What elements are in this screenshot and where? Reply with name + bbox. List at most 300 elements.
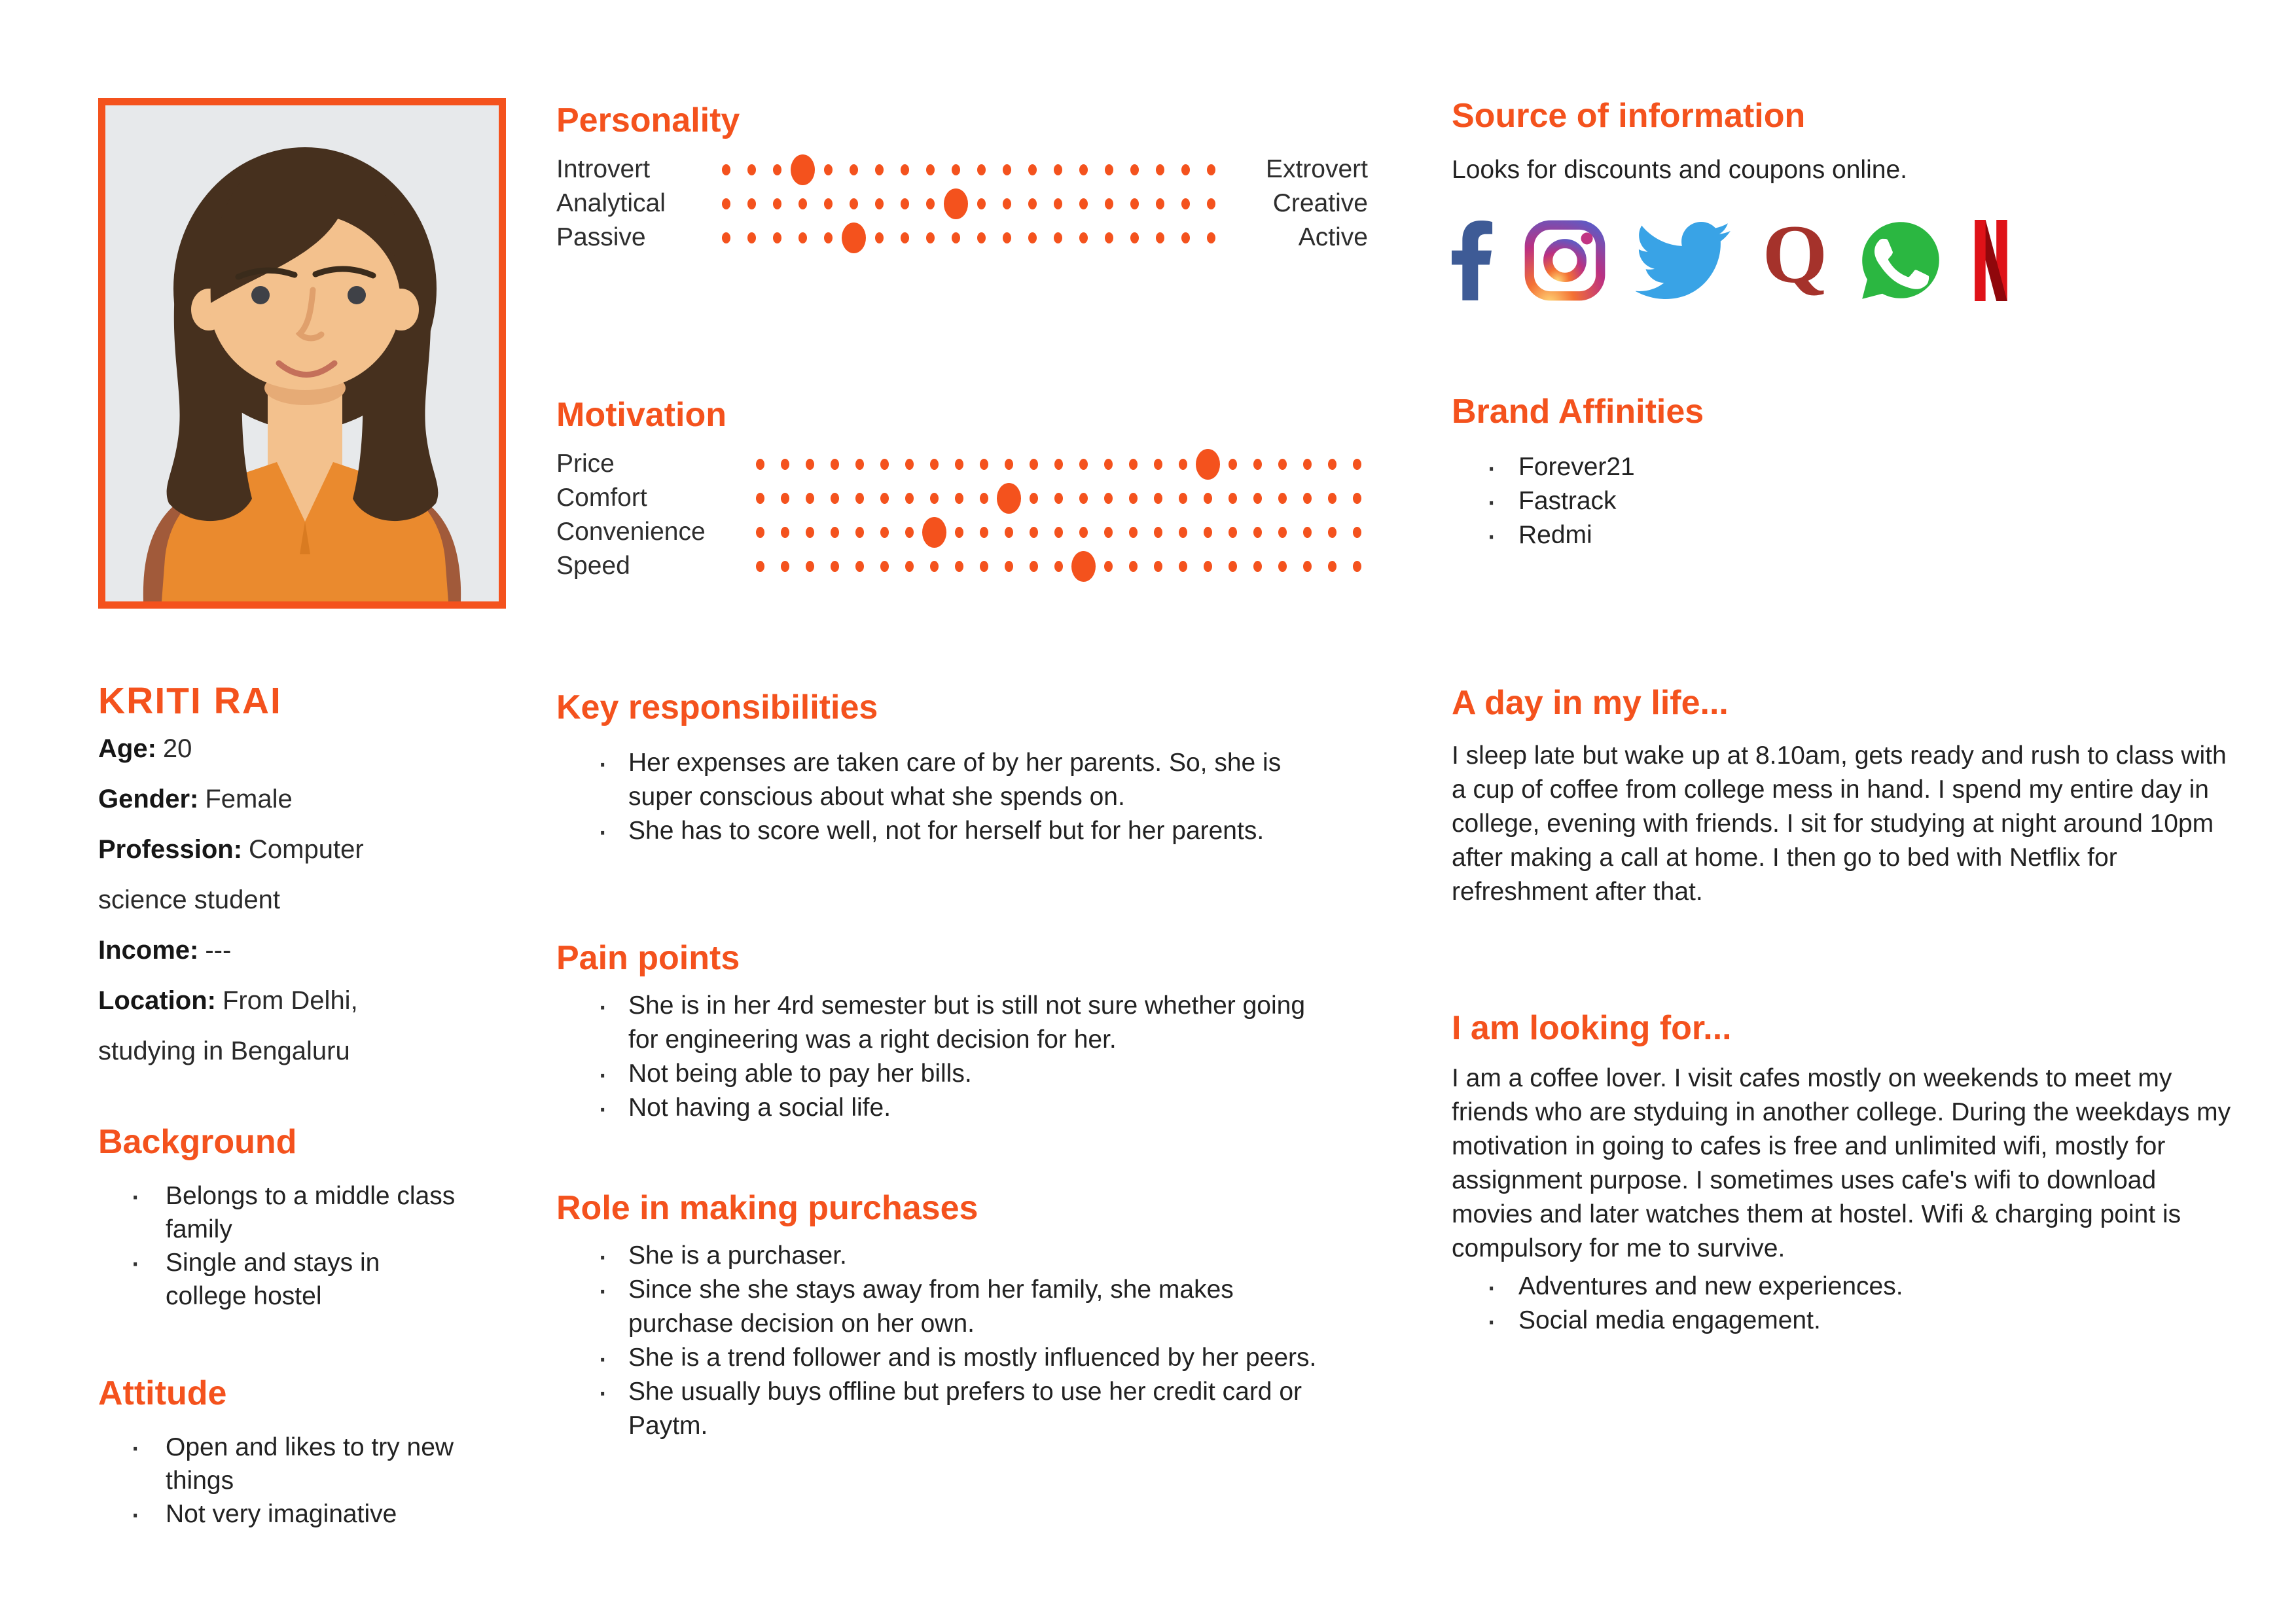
scale-slot <box>1046 515 1071 549</box>
scale-slot <box>1319 515 1344 549</box>
scale-slot <box>790 152 816 187</box>
scale-dot <box>1154 493 1162 504</box>
scale-dot <box>1229 493 1237 504</box>
scale-dot <box>1181 198 1190 209</box>
list-item-text: She is a trend follower and is mostly influenced by her peers. <box>628 1344 1317 1372</box>
scale-dot <box>880 561 889 572</box>
scale-slot <box>1071 515 1096 549</box>
instagram-icon <box>1524 220 1605 301</box>
scale-slot <box>713 152 739 187</box>
source-of-information-title: Source of information <box>1452 97 1806 135</box>
scale-slot <box>918 187 943 221</box>
persona-name: KRITI RAI <box>98 680 282 722</box>
scale-slot <box>847 549 872 583</box>
field-value: --- <box>205 936 232 965</box>
scale-slot <box>1121 549 1145 583</box>
scale-slot <box>1020 187 1045 221</box>
list-item <box>556 814 1322 848</box>
scale-slot <box>797 515 822 549</box>
list-item-text: She is a purchaser. <box>628 1241 847 1270</box>
scale-dot <box>1204 527 1212 538</box>
scale-slot <box>946 481 971 515</box>
scale-dot <box>977 198 986 209</box>
facebook-icon <box>1452 221 1494 300</box>
scale-slot <box>943 187 969 221</box>
scale-slot <box>841 187 867 221</box>
scale-slot <box>1270 549 1295 583</box>
list-item-text: Not very imaginative <box>166 1500 397 1529</box>
scale-dot <box>1104 493 1113 504</box>
scale-dot <box>1079 164 1088 175</box>
list-item-text: Since she she stays away from her family, she makes purchase decision on her own. <box>628 1275 1234 1338</box>
list-item <box>556 1375 1322 1443</box>
scale-dot <box>1079 198 1088 209</box>
whatsapp-icon <box>1859 219 1942 302</box>
quora-icon <box>1761 218 1829 303</box>
scale-dot <box>756 527 764 538</box>
scale-label: Speed <box>556 552 630 580</box>
scale-dot <box>926 198 935 209</box>
scale-slot <box>1245 515 1270 549</box>
list-item <box>556 1273 1322 1341</box>
scale-slot <box>867 187 892 221</box>
scale-dot <box>1104 561 1113 572</box>
scale-slot <box>797 549 822 583</box>
scale-dot <box>1005 459 1013 470</box>
scale-dot <box>1079 232 1088 243</box>
scale-dot <box>1054 164 1062 175</box>
scale-dot <box>952 164 960 175</box>
list-item-text: Open and likes to try new things <box>166 1433 454 1495</box>
scale-dot-selected <box>791 154 815 185</box>
scale-dot <box>1207 164 1215 175</box>
scale-slot <box>1122 221 1147 255</box>
scale-dot <box>1105 164 1113 175</box>
demographic-field <box>98 774 429 825</box>
dot-scale <box>747 481 1369 515</box>
scale-dot <box>1130 232 1139 243</box>
scale-slot <box>1198 152 1224 187</box>
list-item-text: Not having a social life. <box>628 1094 891 1122</box>
scale-slot <box>996 549 1021 583</box>
scale-dot <box>1229 561 1237 572</box>
svg-text:Q: Q <box>1762 217 1828 300</box>
personality-row <box>556 152 1368 187</box>
motivation-title: Motivation <box>556 396 726 434</box>
scale-slot <box>971 549 996 583</box>
scale-dot <box>1028 164 1037 175</box>
scale-slot <box>1096 447 1121 481</box>
scale-slot <box>1147 187 1173 221</box>
scale-slot <box>969 187 994 221</box>
scale-dot <box>747 232 756 243</box>
scale-dot <box>1030 493 1038 504</box>
scale-slot <box>822 515 847 549</box>
scale-slot <box>1122 152 1147 187</box>
dot-scale <box>747 549 1369 583</box>
scale-slot <box>1020 221 1045 255</box>
scale-dot <box>977 232 986 243</box>
scale-slot <box>1071 221 1096 255</box>
scale-slot <box>1270 515 1295 549</box>
scale-dot <box>1156 198 1164 209</box>
field-label: Income: <box>98 936 199 965</box>
motivation-row <box>556 549 1368 583</box>
list-item-text: Belongs to a middle class family <box>166 1182 456 1244</box>
list-item <box>556 746 1322 814</box>
scale-slot <box>1173 221 1198 255</box>
twitter-icon <box>1636 222 1731 299</box>
scale-slot <box>918 152 943 187</box>
scale-dot <box>806 493 814 504</box>
scale-slot <box>1295 549 1319 583</box>
scale-dot-selected <box>997 483 1021 514</box>
scale-slot <box>996 515 1021 549</box>
scale-slot <box>867 221 892 255</box>
scale-slot <box>1344 549 1369 583</box>
scale-slot <box>1295 447 1319 481</box>
scale-dot <box>1154 459 1162 470</box>
netflix-icon <box>1972 220 2010 301</box>
scale-dot <box>980 561 988 572</box>
list-item <box>98 1497 465 1531</box>
section-i-am-looking-for <box>1452 1009 2237 1338</box>
background-list <box>98 1179 465 1313</box>
scale-slot <box>841 152 867 187</box>
scale-dot <box>1207 198 1215 209</box>
scale-slot <box>822 549 847 583</box>
section-pain-points <box>556 939 1368 1125</box>
scale-dot <box>1054 198 1062 209</box>
scale-slot <box>790 221 816 255</box>
scale-slot <box>922 549 946 583</box>
scale-dot <box>1130 198 1139 209</box>
scale-slot <box>816 221 841 255</box>
scale-slot <box>1245 447 1270 481</box>
scale-slot <box>1319 549 1344 583</box>
scale-dot <box>798 198 807 209</box>
scale-slot <box>739 152 764 187</box>
scale-dot <box>1129 493 1138 504</box>
scale-slot <box>996 481 1021 515</box>
list-item <box>556 1057 1322 1091</box>
scale-dot <box>1353 493 1361 504</box>
scale-dot <box>1079 527 1088 538</box>
scale-slot <box>1045 187 1071 221</box>
scale-dot <box>1204 493 1212 504</box>
scale-slot <box>1071 481 1096 515</box>
scale-dot <box>824 198 833 209</box>
field-value: Computer science student <box>98 835 364 914</box>
scale-slot <box>1195 447 1220 481</box>
dot-scale <box>713 187 1224 221</box>
scale-label: Comfort <box>556 484 647 512</box>
i-am-looking-for-list <box>1452 1270 2237 1338</box>
scale-slot <box>747 447 772 481</box>
scale-dot <box>1328 527 1336 538</box>
brand-affinities-title: Brand Affinities <box>1452 393 1704 431</box>
scale-dot <box>926 232 935 243</box>
scale-dot <box>831 561 839 572</box>
scale-dot <box>1104 527 1113 538</box>
scale-slot <box>1220 515 1245 549</box>
section-day-in-my-life <box>1452 684 2237 909</box>
list-item-text: Redmi <box>1518 521 1592 550</box>
scale-slot <box>847 447 872 481</box>
field-label: Gender: <box>98 785 199 813</box>
scale-dot <box>1054 561 1063 572</box>
scale-slot <box>1145 515 1170 549</box>
scale-slot <box>1096 152 1122 187</box>
scale-label: Convenience <box>556 518 706 546</box>
scale-dot <box>1156 164 1164 175</box>
scale-dot <box>901 198 909 209</box>
attitude-list <box>98 1431 465 1531</box>
scale-slot <box>897 447 922 481</box>
scale-dot-selected <box>842 223 866 253</box>
scale-dot <box>756 459 764 470</box>
scale-slot <box>1121 447 1145 481</box>
scale-dot <box>1207 232 1215 243</box>
scale-dot-selected <box>922 517 946 548</box>
scale-dot <box>806 561 814 572</box>
list-item <box>98 1246 465 1313</box>
i-am-looking-for-title: I am looking for... <box>1452 1009 1732 1047</box>
scale-slot <box>772 481 797 515</box>
scale-dot <box>880 527 889 538</box>
scale-slot <box>1147 221 1173 255</box>
scale-slot <box>797 447 822 481</box>
scale-slot <box>1245 549 1270 583</box>
scale-dot <box>980 527 988 538</box>
persona-photo-frame <box>98 98 506 609</box>
motivation-row <box>556 481 1368 515</box>
scale-slot <box>1046 481 1071 515</box>
scale-dot <box>1129 561 1138 572</box>
scale-dot <box>1028 232 1037 243</box>
scale-slot <box>1122 187 1147 221</box>
scale-dot <box>756 493 764 504</box>
scale-slot <box>971 481 996 515</box>
list-item <box>556 1091 1322 1125</box>
background-title: Background <box>98 1123 297 1161</box>
scale-dot <box>781 561 789 572</box>
scale-slot <box>971 515 996 549</box>
scale-slot <box>1045 152 1071 187</box>
motivation-scales <box>556 447 1368 583</box>
scale-dot <box>850 198 858 209</box>
scale-slot <box>764 152 790 187</box>
field-value: 20 <box>162 734 192 763</box>
personality-scales <box>556 152 1368 255</box>
scale-left-label: Analytical <box>556 189 666 218</box>
scale-slot <box>847 481 872 515</box>
scale-slot <box>1170 549 1195 583</box>
scale-slot <box>994 187 1020 221</box>
scale-dot <box>781 527 789 538</box>
scale-slot <box>1096 481 1121 515</box>
scale-slot <box>971 447 996 481</box>
scale-slot <box>892 152 918 187</box>
scale-dot <box>1179 493 1187 504</box>
scale-slot <box>1198 187 1224 221</box>
social-icons-row <box>1452 216 2237 304</box>
scale-slot <box>1145 481 1170 515</box>
scale-slot <box>747 481 772 515</box>
scale-slot <box>1045 221 1071 255</box>
scale-slot <box>772 549 797 583</box>
scale-slot <box>1021 447 1046 481</box>
scale-slot <box>872 481 897 515</box>
pain-points-title: Pain points <box>556 939 740 977</box>
scale-slot <box>872 447 897 481</box>
scale-dot-selected <box>1071 551 1096 582</box>
scale-slot <box>1147 152 1173 187</box>
scale-dot <box>855 459 864 470</box>
scale-slot <box>1173 152 1198 187</box>
scale-slot <box>969 152 994 187</box>
scale-dot <box>1129 527 1138 538</box>
scale-slot <box>996 447 1021 481</box>
personality-row <box>556 221 1368 255</box>
section-brand-affinities <box>1452 393 2237 552</box>
scale-slot <box>822 481 847 515</box>
scale-slot <box>1270 481 1295 515</box>
scale-slot <box>1220 549 1245 583</box>
section-background <box>98 1123 465 1313</box>
dot-scale <box>747 515 1369 549</box>
scale-dot <box>955 493 963 504</box>
scale-dot <box>880 459 889 470</box>
scale-slot <box>1220 481 1245 515</box>
scale-dot <box>756 561 764 572</box>
scale-slot <box>797 481 822 515</box>
scale-slot <box>1046 549 1071 583</box>
scale-dot-selected <box>1196 449 1220 480</box>
scale-slot <box>1145 549 1170 583</box>
personality-title: Personality <box>556 101 740 139</box>
scale-slot <box>1170 447 1195 481</box>
scale-dot <box>1054 527 1063 538</box>
scale-dot <box>1328 493 1336 504</box>
scale-dot <box>930 493 939 504</box>
list-item <box>556 989 1322 1057</box>
section-role-in-purchases <box>556 1189 1368 1443</box>
role-in-purchases-title: Role in making purchases <box>556 1189 978 1227</box>
scale-slot <box>1071 549 1096 583</box>
scale-dot <box>1303 459 1312 470</box>
scale-dot <box>1030 459 1038 470</box>
scale-dot <box>905 493 914 504</box>
scale-dot <box>1253 561 1262 572</box>
scale-slot <box>946 447 971 481</box>
demographic-field <box>98 976 429 1077</box>
scale-dot <box>781 493 789 504</box>
list-item <box>1452 1304 2237 1338</box>
scale-slot <box>1295 515 1319 549</box>
scale-slot <box>922 481 946 515</box>
i-am-looking-for-text: I am a coffee lover. I visit cafes mostly on weekends to meet my friends who are styduing in another college. During the weekdays my motivation in going to cafes is free and unlimited wifi, mostly for assignment purpose. I sometimes uses cafe's wifi to download movies and later watches them at hostel. Wifi & charging point is compulsory for me to survive. <box>1452 1064 2231 1263</box>
scale-dot <box>806 459 814 470</box>
scale-dot <box>1278 459 1287 470</box>
personality-row <box>556 187 1368 221</box>
pain-points-list <box>556 989 1322 1125</box>
day-in-my-life-title: A day in my life... <box>1452 684 1729 722</box>
scale-dot <box>1353 459 1361 470</box>
list-item-text: Single and stays in college hostel <box>166 1249 380 1311</box>
scale-slot <box>892 221 918 255</box>
scale-dot <box>955 459 963 470</box>
scale-dot <box>1328 561 1336 572</box>
dot-scale <box>713 221 1224 255</box>
scale-dot <box>773 198 781 209</box>
scale-slot <box>1319 447 1344 481</box>
persona-avatar <box>105 105 499 601</box>
scale-dot-selected <box>944 188 968 219</box>
scale-left-label: Introvert <box>556 155 651 184</box>
scale-dot <box>1181 232 1190 243</box>
list-item-text: Forever21 <box>1518 453 1635 482</box>
scale-slot <box>918 221 943 255</box>
section-motivation <box>556 396 1368 583</box>
scale-slot <box>816 187 841 221</box>
scale-slot <box>1021 481 1046 515</box>
field-label: Location: <box>98 986 216 1015</box>
scale-dot <box>1054 493 1063 504</box>
scale-dot <box>831 493 839 504</box>
scale-dot <box>781 459 789 470</box>
scale-slot <box>943 221 969 255</box>
list-item-text: Social media engagement. <box>1518 1306 1821 1335</box>
motivation-row <box>556 447 1368 481</box>
scale-slot <box>946 549 971 583</box>
list-item-text: Not being able to pay her bills. <box>628 1060 972 1088</box>
scale-dot <box>1303 493 1312 504</box>
scale-dot <box>905 459 914 470</box>
scale-dot <box>1253 527 1262 538</box>
scale-slot <box>1096 187 1122 221</box>
scale-dot <box>1253 493 1262 504</box>
scale-dot <box>1005 561 1013 572</box>
scale-label: Price <box>556 450 615 478</box>
scale-dot <box>855 493 864 504</box>
scale-slot <box>1198 221 1224 255</box>
scale-dot <box>855 527 864 538</box>
scale-slot <box>1071 187 1096 221</box>
scale-dot <box>1105 198 1113 209</box>
list-item-text: Fastrack <box>1518 487 1617 516</box>
list-item-text: She is in her 4rd semester but is still not sure whether going for engineering was a right decision for her. <box>628 991 1306 1054</box>
scale-dot <box>1229 459 1237 470</box>
scale-slot <box>772 447 797 481</box>
scale-dot <box>1154 561 1162 572</box>
scale-dot <box>1179 459 1187 470</box>
scale-slot <box>892 187 918 221</box>
day-in-my-life-text: I sleep late but wake up at 8.10am, gets ready and rush to class with a cup of coffee from college mess in hand. I spend my entire day in college, evening with friends. I sit for studying at night around 10pm after making a call at home. I then go to bed with Netflix for refreshment after that. <box>1452 741 2227 906</box>
demographic-field <box>98 724 429 774</box>
scale-dot <box>747 164 756 175</box>
list-item <box>1452 518 2237 552</box>
scale-dot <box>1028 198 1037 209</box>
scale-dot <box>880 493 889 504</box>
scale-dot <box>747 198 756 209</box>
list-item-text: Adventures and new experiences. <box>1518 1272 1903 1301</box>
scale-slot <box>1195 549 1220 583</box>
scale-dot <box>722 164 730 175</box>
list-item <box>1452 450 2237 484</box>
field-value: Female <box>205 785 293 813</box>
scale-slot <box>764 187 790 221</box>
